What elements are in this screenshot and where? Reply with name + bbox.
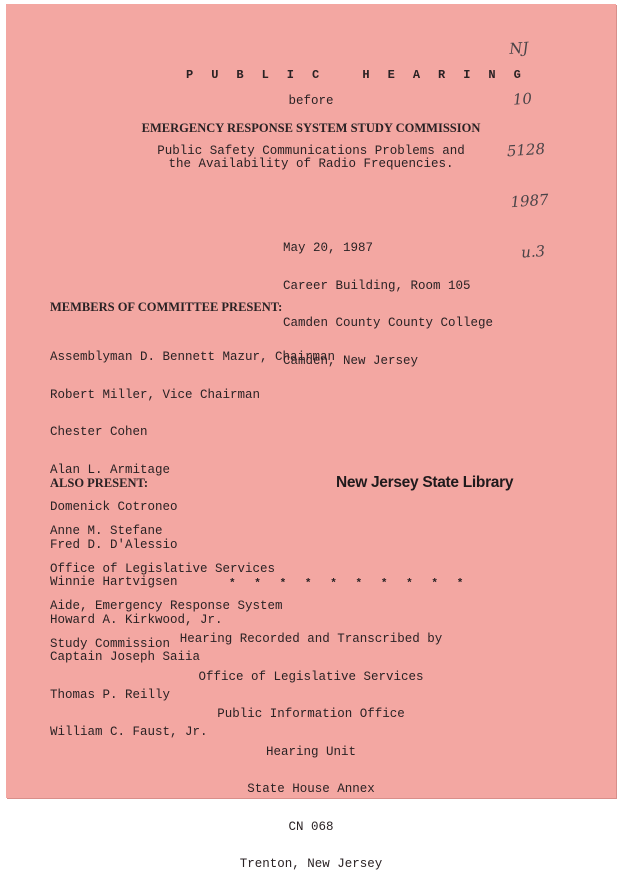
footer-line: Public Information Office <box>217 707 405 721</box>
before-label: before <box>288 94 334 108</box>
handwritten-line: 1987 <box>509 190 550 212</box>
document-page <box>6 4 616 871</box>
also-present-line: Aide, Emergency Response System <box>50 599 283 613</box>
document-title: P U B L I C H E A R I N G <box>186 68 527 82</box>
subject-line: the Availability of Radio Frequencies. <box>168 157 454 171</box>
footer-line: Trenton, New Jersey <box>239 857 383 871</box>
members-header: MEMBERS OF COMMITTEE PRESENT: <box>50 300 283 314</box>
commission-name: EMERGENCY RESPONSE SYSTEM STUDY COMMISSION <box>141 121 481 135</box>
member-name: Captain Joseph Saiia <box>50 650 201 664</box>
handwritten-line: 5128 <box>506 139 546 161</box>
handwritten-line: NJ <box>508 38 530 58</box>
handwritten-line: u.3 <box>520 241 546 262</box>
also-present-line: Office of Legislative Services <box>50 561 276 576</box>
subject-line: Public Safety Communications Problems and <box>157 144 465 158</box>
member-name: William C. Faust, Jr. <box>50 725 208 739</box>
footer-line: Hearing Recorded and Transcribed by <box>179 632 443 646</box>
also-present-header: ALSO PRESENT: <box>50 476 149 490</box>
also-present-line: Anne M. Stefane <box>50 524 163 538</box>
footer-line: Hearing Unit <box>265 744 356 759</box>
member-name: Alan L. Armitage <box>50 462 171 477</box>
hearing-city: Camden, New Jersey <box>283 353 419 368</box>
separator-stars: * * * * * * * * * * <box>229 578 470 590</box>
hearing-room: Career Building, Room 105 <box>283 278 471 293</box>
handwritten-line: 10 <box>512 89 533 109</box>
also-present-line: Study Commission <box>50 636 171 651</box>
member-name: Thomas P. Reilly <box>50 687 171 702</box>
member-name: Robert Miller, Vice Chairman <box>50 387 261 402</box>
member-name: Chester Cohen <box>50 425 148 439</box>
transcription-credit <box>6 608 616 896</box>
library-stamp: New Jersey State Library <box>336 474 514 491</box>
member-name: Fred D. D'Alessio <box>50 537 178 552</box>
member-name: Winnie Hartvigsen <box>50 575 178 589</box>
hearing-date: May 20, 1987 <box>283 241 374 255</box>
member-name: Howard A. Kirkwood, Jr. <box>50 612 223 627</box>
footer-line: Office of Legislative Services <box>198 669 424 684</box>
member-name: Assemblyman D. Bennett Mazur, Chairman <box>50 350 336 364</box>
member-name: Domenick Cotroneo <box>50 500 178 514</box>
hearing-college: Camden County County College <box>283 316 494 330</box>
footer-line: State House Annex <box>247 782 375 796</box>
footer-line: CN 068 <box>288 819 334 834</box>
